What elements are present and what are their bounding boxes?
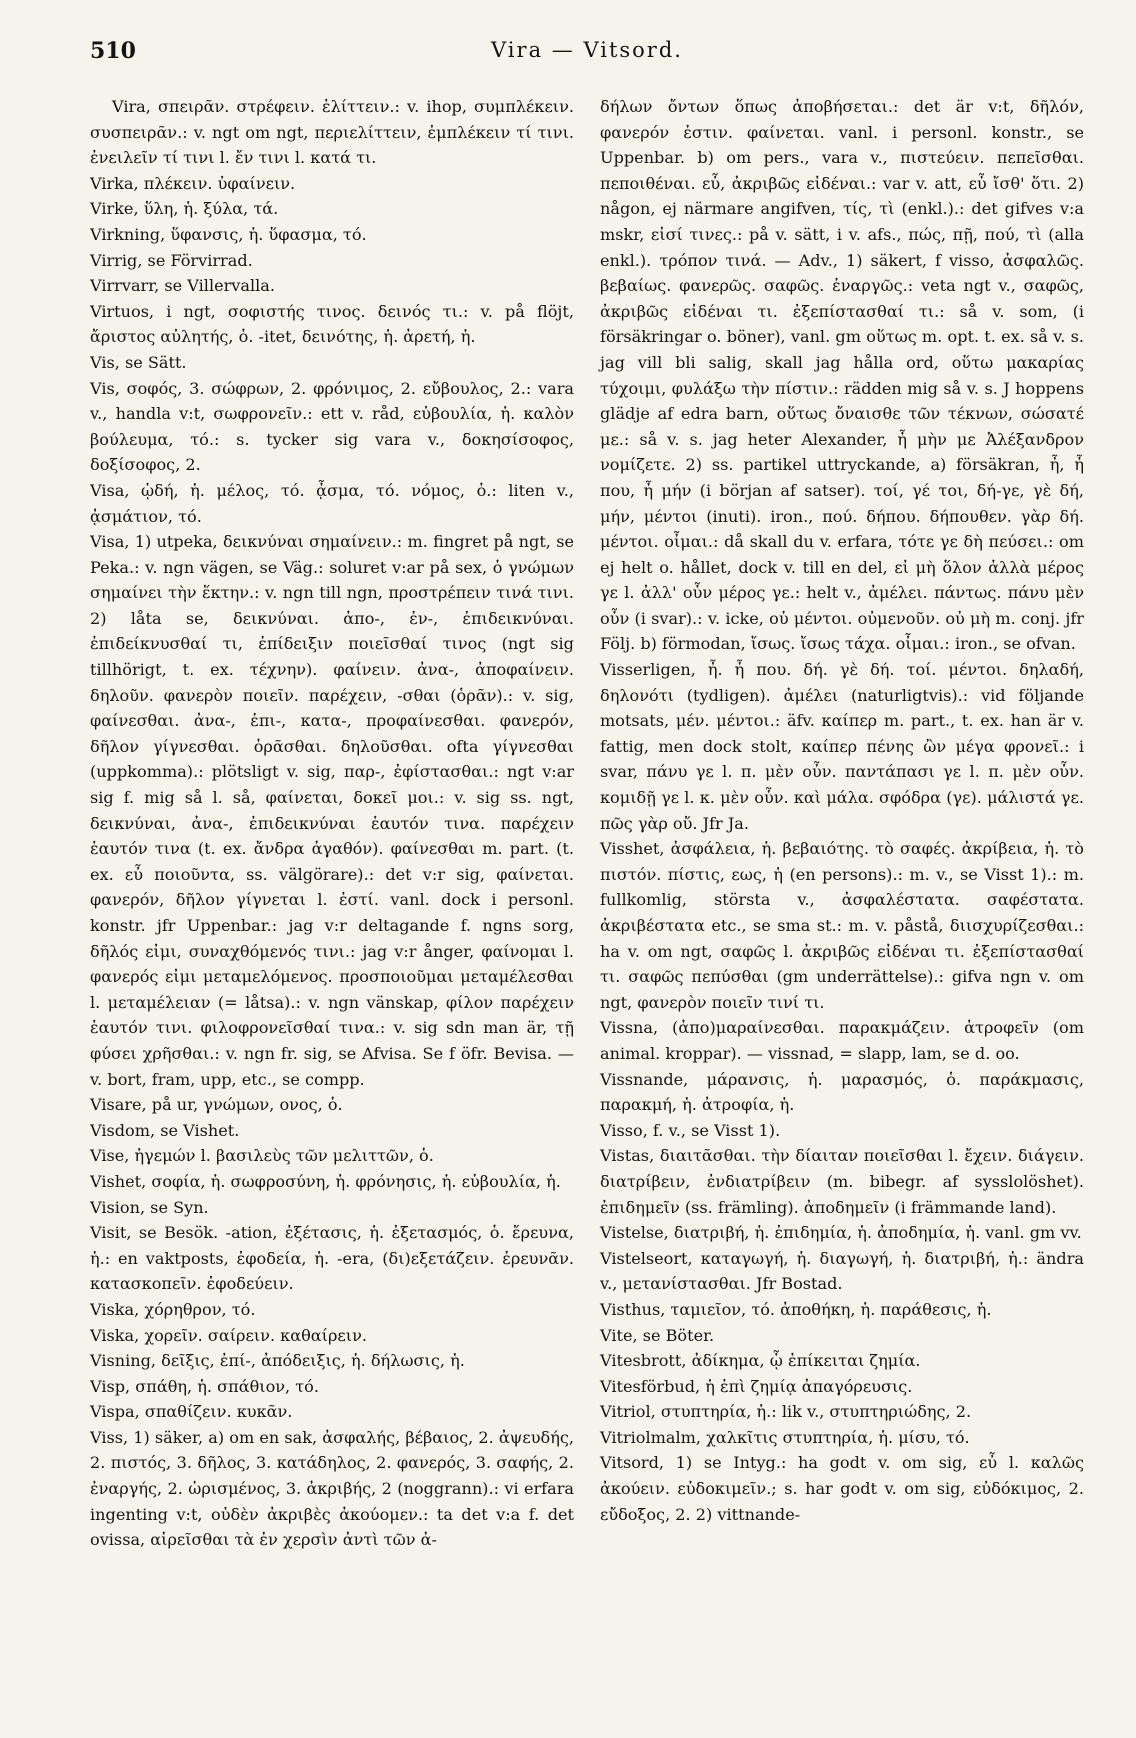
dictionary-entry: Visshet, ἀσφάλεια, ἡ. βεβαιότης. τὸ σαφές. ἀκρίβεια, ἡ. τὸ πιστόν. πίστις, εως, ἡ (en persons).: m. v., se Visst 1).: m. fullkomlig, största v., ἀσφαλέστατα. σαφέστατα. ἀκριβέστατα etc., se sma st.: m. v. påstå, διισχυρίζεσθαι.: ha v. om ngt, σαφῶς l. ἀκριβῶς εἰδέναι τι. ἐξεπίστασθαί τι. σαφῶς πεπύσθαι (gm underrättelse).: gifva ngn v. om ngt, φανερὸν ποιεῖν τινί τι.: [600, 839, 1084, 1012]
dictionary-entry: Visso, f. v., se Visst 1).: [600, 1120, 781, 1140]
dictionary-entry: Virrig, se Förvirrad.: [90, 250, 253, 270]
left-column: [90, 94, 574, 1553]
dictionary-entry: Visdom, se Vishet.: [90, 1120, 240, 1140]
dictionary-entry: Vishet, σοφία, ἡ. σωφροσύνη, ἡ. φρόνησις, ἡ. εὐβουλία, ἡ.: [90, 1171, 561, 1191]
dictionary-entry: Virkning, ὕφανσις, ἡ. ὕφασμα, τό.: [90, 224, 367, 244]
dictionary-entry: Viska, χόρηθρον, τό.: [90, 1299, 256, 1319]
dictionary-entry: Virtuos, i ngt, σοφιστής τινος. δεινός τι.: v. på flöjt, ἄριστος αὐλητής, ὁ. -itet, δεινότης, ἡ. ἀρετή, ἡ.: [90, 301, 574, 347]
dictionary-entry: Visthus, ταμιεῖον, τό. ἀποθήκη, ἡ. παράθεσις, ἡ.: [600, 1299, 992, 1319]
dictionary-entry: Visp, σπάθη, ἡ. σπάθιον, τό.: [90, 1376, 319, 1396]
page-number: 510: [90, 38, 136, 64]
dictionary-entry: Vitesförbud, ἡ ἐπὶ ζημίᾳ ἀπαγόρευσις.: [600, 1376, 913, 1396]
dictionary-entry: Vitesbrott, ἀδίκημα, ᾧ ἐπίκειται ζημία.: [600, 1351, 921, 1371]
dictionary-entry: Vis, se Sätt.: [90, 352, 187, 372]
dictionary-entry: Vis, σοφός, 3. σώφρων, 2. φρόνιμος, 2. εὔβουλος, 2.: vara v., handla v:t, σωφρονεῖν.: ett v. råd, εὐβουλία, ἡ. καλὸν βούλευμα, τό.: s. tycker sig vara v., δοκησίσοφος, δοξίσοφος, 2.: [90, 378, 574, 475]
right-column: [600, 94, 1084, 1553]
text-columns: [90, 94, 1084, 1553]
dictionary-entry: Visserligen, ἦ. ἦ που. δή. γὲ δή. τοί. μέντοι. δηλαδή, δηλονότι (tydligen). ἀμέλει (naturligtvis).: vid följande motsats, μέν. μέντοι.: äfv. καίπερ m. part., t. ex. han är v. fattig, men dock stolt, καίπερ πένης ὢν μέγα φρονεῖ.: i svar, πάνυ γε l. π. μὲν οὖν. παντάπασι γε l. π. μὲν οὖν. κομιδῇ γε l. κ. μὲν οὖν. καὶ μάλα. σφόδρα (γε). μάλιστά γε. πῶς γὰρ οὔ. Jfr Ja.: [600, 660, 1084, 833]
dictionary-entry: Vistelseort, καταγωγή, ἡ. διαγωγή, ἡ. διατριβή, ἡ.: ändra v., μετανίστασθαι. Jfr Bostad.: [600, 1248, 1084, 1294]
page-header: [90, 38, 1084, 72]
dictionary-entry: Vitriolmalm, χαλκῖτις στυπτηρία, ἡ. μίσυ, τό.: [600, 1427, 970, 1447]
dictionary-entry: Vision, se Syn.: [90, 1197, 209, 1217]
dictionary-entry: Vissnande, μάρανσις, ἡ. μαρασμός, ὁ. παράκμασις, παρακμή, ἡ. ἀτροφία, ἡ.: [600, 1069, 1084, 1115]
dictionary-entry: Vite, se Böter.: [600, 1325, 715, 1345]
dictionary-entry: Viss, 1) säker, a) om en sak, ἀσφαλής, βέβαιος, 2. ἀψευδής, 2. πιστός, 3. δῆλος, 3. κατάδηλος, 2. φανερός, 3. σαφής, 2. ἐναργής, 2. ὡρισμένος, 3. ἀκριβής, 2 (noggrann).: vi erfara ingenting v:t, οὐδὲν ἀκριβὲς ἀκούομεν.: ta det v:a f. det ovissa, αἱρεῖσθαι τὰ ἐν χερσὶν ἀντὶ τῶν ἀ-: [90, 1427, 574, 1550]
dictionary-entry: Visa, ᾠδή, ἡ. μέλος, τό. ᾆσμα, τό. νόμος, ὁ.: liten v., ᾀσμάτιον, τό.: [90, 480, 574, 526]
dictionary-entry: Vissna, (ἀπο)μαραίνεσθαι. παρακμάζειν. ἀτροφεῖν (om animal. kroppar). — vissnad, = slapp, lam, se d. oo.: [600, 1018, 1084, 1063]
dictionary-entry: Vistas, διαιτᾶσθαι. τὴν δίαιταν ποιεῖσθαι l. ἔχειν. διάγειν. διατρίβειν, ἐνδιατρίβειν (m. bibegr. af sysslolöshet). ἐπιδημεῖν (ss. främling). ἀποδημεῖν (i främmande land).: [600, 1146, 1084, 1217]
dictionary-entry: Virrvarr, se Villervalla.: [90, 276, 275, 296]
dictionary-entry: Viska, χορεῖν. σαίρειν. καθαίρειν.: [90, 1325, 367, 1345]
dictionary-entry: Vistelse, διατριβή, ἡ. ἐπιδημία, ἡ. ἀποδημία, ἡ. vanl. gm vv.: [600, 1223, 1082, 1243]
running-head: Vira — Vitsord.: [491, 38, 683, 62]
dictionary-entry: δήλων ὄντων ὅπως ἀποβήσεται.: det är v:t, δῆλόν, φανερόν ἐστιν. φαίνεται. vanl. i personl. konstr., se Uppenbar. b) om pers., vara v., πιστεύειν. πεπεῖσθαι. πεποιθέναι. εὖ, ἀκριβῶς εἰδέναι.: var v. att, εὖ ἴσθ' ὅτι. 2) någon, ej närmare angifven, τίς, τὶ (enkl.).: det gifves v:a mskr, εἰσί τινες.: på v. sätt, i v. afs., πώς, πῇ, πού, τὶ (alla enkl.). τρόπον τινά. — Adv., 1) säkert, f visso, ἀσφαλῶς. βεβαίως. φανερῶς. σαφῶς. ἐναργῶς.: veta ngt v., σαφῶς, ἀκριβῶς εἰδέναι τι. ἐξεπίστασθαί τι.: så v. som, (i försäkringar o. böner), vanl. gm οὕτως m. opt. t. ex. så v. s. jag vill bli salig, skall jag hålla ord, οὕτω μακαρίας τύχοιμι, φυλάξω τὴν πίστιν.: rädden mig så v. s. J hoppens glädje af edra barn, οὕτως ὄναισθε τῶν τέκνων, σώσατέ με.: så v. s. jag heter Alexander, ἦ μὴν με Ἀλέξανδρον νομίζετε. 2) ss. partikel uttryckande, a) försäkran, ἦ, ἦ που, ἦ μήν (i början af satser). τοί, γέ τοι, δή-γε, γὲ δή, μήν, μέντοι (inuti). iron., πού. δήπου. δήπουθεν. γὰρ δή. μέντοι. οἶμαι.: då skall du v. erfara, τότε γε δὴ πεύσει.: om ej helt o. hållet, dock v. till en del, εἰ μὴ ὅλον ἀλλὰ μέρος γε l. ἀλλ' οὖν μέρος γε.: helt v., ἀμέλει. πάντως. πάνυ μὲν οὖν (i svar).: v. icke, οὐ μέντοι. οὐμενοῦν. οὐ μὴ m. conj. jfr Följ. b) förmodan, ἴσως. ἴσως τάχα. οἶμαι.: iron., se ofvan.: [600, 97, 1084, 654]
dictionary-entry: Vispa, σπαθίζειν. κυκᾶν.: [90, 1402, 293, 1422]
dictionary-entry: Visare, på ur, γνώμων, ονος, ὁ.: [90, 1095, 343, 1115]
dictionary-entry: Virka, πλέκειν. ὑφαίνειν.: [90, 173, 296, 193]
dictionary-entry: Vira, σπειρᾶν. στρέφειν. ἑλίττειν.: v. ihop, συμπλέκειν. συσπειρᾶν.: v. ngt om ngt, περιελίττειν, ἐμπλέκειν τί τινι. ἐνειλεῖν τί τινι l. ἔν τινι l. κατά τι.: [90, 97, 574, 168]
dictionary-entry: Vitsord, 1) se Intyg.: ha godt v. om sig, εὖ l. καλῶς ἀκούειν. εὐδοκιμεῖν.; s. har godt v. om sig, εὐδόκιμος, 2. εὔδοξος, 2. 2) vittnande-: [600, 1453, 1084, 1524]
dictionary-entry: Virke, ὕλη, ἡ. ξύλα, τά.: [90, 199, 279, 219]
dictionary-entry: Vise, ἡγεμών l. βασιλεὺς τῶν μελιττῶν, ὁ.: [90, 1146, 434, 1166]
dictionary-entry: Visning, δεῖξις, ἐπί-, ἀπόδειξις, ἡ. δήλωσις, ἡ.: [90, 1351, 465, 1371]
dictionary-entry: Visa, 1) utpeka, δεικνύναι σημαίνειν.: m. fingret på ngt, se Peka.: v. ngn vägen, se Väg.: soluret v:ar på sex, ὁ γνώμων σημαίνει τὴν ἕκτην.: v. ngn till ngn, προστρέπειν τινά τινι. 2) låta se, δεικνύναι. ἀπο-, ἐν-, ἐπιδεικνύναι. ἐπιδείκνυσθαί τι, ἐπίδειξιν ποιεῖσθαί τινος (ngt sig tillhörigt, t. ex. τέχνην). φαίνειν. ἀνα-, ἀποφαίνειν. δηλοῦν. φανερὸν ποιεῖν. παρέχειν, -σθαι (ὁρᾶν).: v. sig, φαίνεσθαι. ἀνα-, ἐπι-, κατα-, προφαίνεσθαι. φανερόν, δῆλον γίγνεσθαι. ὁρᾶσθαι. δηλοῦσθαι. ofta γίγνεσθαι (uppkomma).: plötsligt v. sig, παρ-, ἐφίστασθαι.: ngt v:ar sig f. mig så l. så, φαίνεται, δοκεῖ μοι.: v. sig ss. ngt, δεικνύναι, ἀνα-, ἐπιδεικνύναι ἑαυτόν τινα. παρέχειν ἑαυτόν τινα (t. ex. ἄνδρα ἀγαθόν). φαίνεσθαι m. part. (t. ex. εὖ ποιοῦντα, ss. välgörare).: det v:r sig, φαίνεται. φανερόν, δῆλον γίγνεται l. ἐστί. vanl. dock i personl. konstr. jfr Uppenbar.: jag v:r deltagande f. ngns sorg, δῆλός εἰμι, συναχθόμενός τινι.: jag v:r ånger, φαίνομαι l. φανερός εἰμι μεταμελόμενος. προσποιοῦμαι μεταμέλεσθαι l. μεταμέλειαν (= låtsa).: v. ngn vänskap, φίλον παρέχειν ἑαυτόν τινι. φιλοφρονεῖσθαί τινα.: v. sig sdn man är, τῇ φύσει χρῆσθαι.: v. ngn fr. sig, se Afvisa. Se f öfr. Bevisa. — v. bort, fram, upp, etc., se compp.: [90, 532, 574, 1089]
dictionary-entry: Vitriol, στυπτηρία, ἡ.: lik v., στυπτηριώδης, 2.: [600, 1402, 972, 1422]
dictionary-entry: Visit, se Besök. -ation, ἐξέτασις, ἡ. ἐξετασμός, ὁ. ἔρευνα, ἡ.: en vaktposts, ἐφοδεία, ἡ. -era, (δι)εξετάζειν. ἐρευνᾶν. κατασκοπεῖν. ἐφοδεύειν.: [90, 1223, 574, 1294]
